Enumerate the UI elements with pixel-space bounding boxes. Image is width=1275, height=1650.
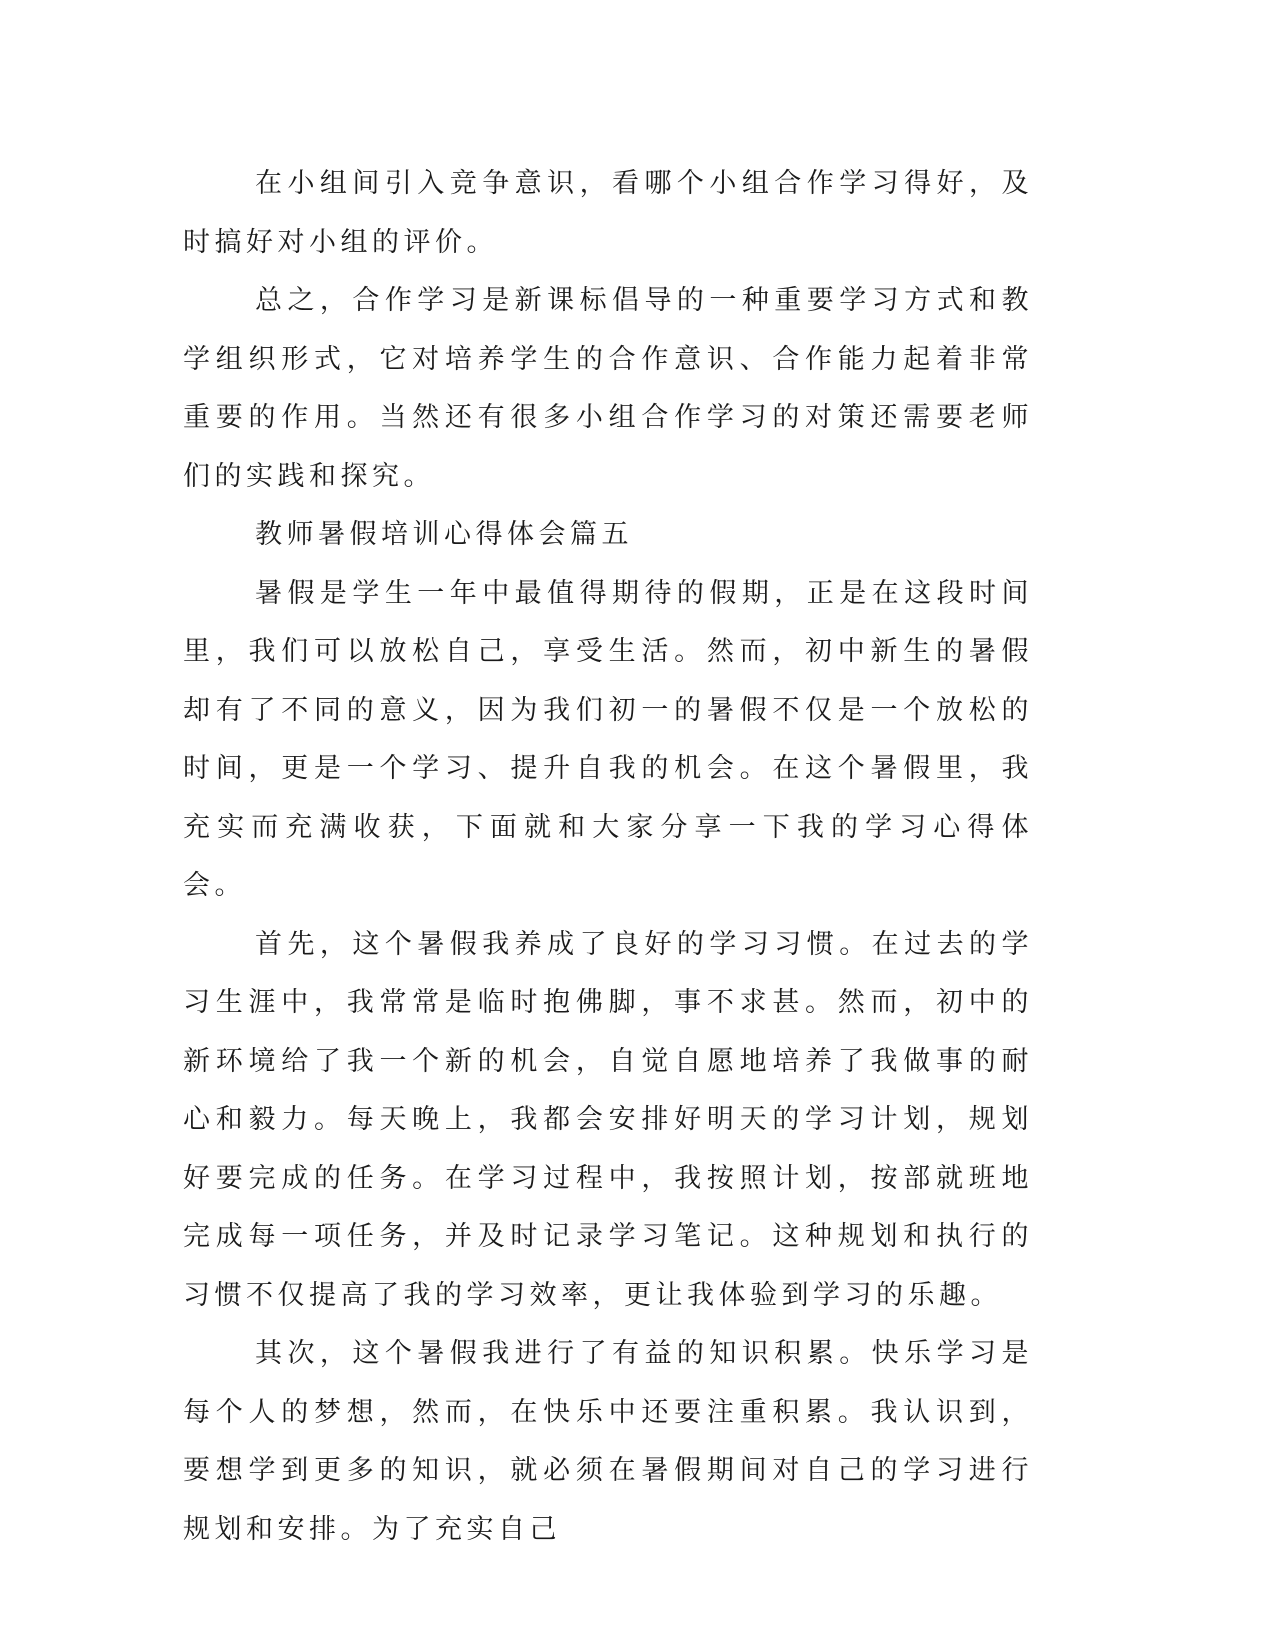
paragraph-conclusion: 总之，合作学习是新课标倡导的一种重要学习方式和教学组织形式，它对培养学生的合作意识、合作能力起着非常重要的作用。当然还有很多小组合作学习的对策还需要老师们的实践和探究。 <box>183 285 1033 492</box>
document-body <box>183 155 1033 1559</box>
paragraph-study-habits: 首先，这个暑假我养成了良好的学习习惯。在过去的学习生涯中，我常常是临时抱佛脚，事不求甚。然而，初中的新环境给了我一个新的机会，自觉自愿地培养了我做事的耐心和毅力。每天晚上，我都会安排好明天的学习计划，规划好要完成的任务。在学习过程中，我按照计划，按部就班地完成每一项任务，并及时记录学习笔记。这种规划和执行的习惯不仅提高了我的学习效率，更让我体验到学习的乐趣。 <box>183 928 1033 1311</box>
section-heading: 教师暑假培训心得体会篇五 <box>255 519 633 550</box>
paragraph-knowledge-accumulation: 其次，这个暑假我进行了有益的知识积累。快乐学习是每个人的梦想，然而，在快乐中还要注重积累。我认识到，要想学到更多的知识，就必须在暑假期间对自己的学习进行规划和安排。为了充实自己 <box>183 1338 1033 1545</box>
paragraph-group-evaluation: 在小组间引入竞争意识，看哪个小组合作学习得好，及时搞好对小组的评价。 <box>183 168 1033 258</box>
paragraph-summer-intro: 暑假是学生一年中最值得期待的假期，正是在这段时间里，我们可以放松自己，享受生活。然而，初中新生的暑假却有了不同的意义，因为我们初一的暑假不仅是一个放松的时间，更是一个学习、提升自我的机会。在这个暑假里，我充实而充满收获，下面就和大家分享一下我的学习心得体会。 <box>183 577 1033 901</box>
